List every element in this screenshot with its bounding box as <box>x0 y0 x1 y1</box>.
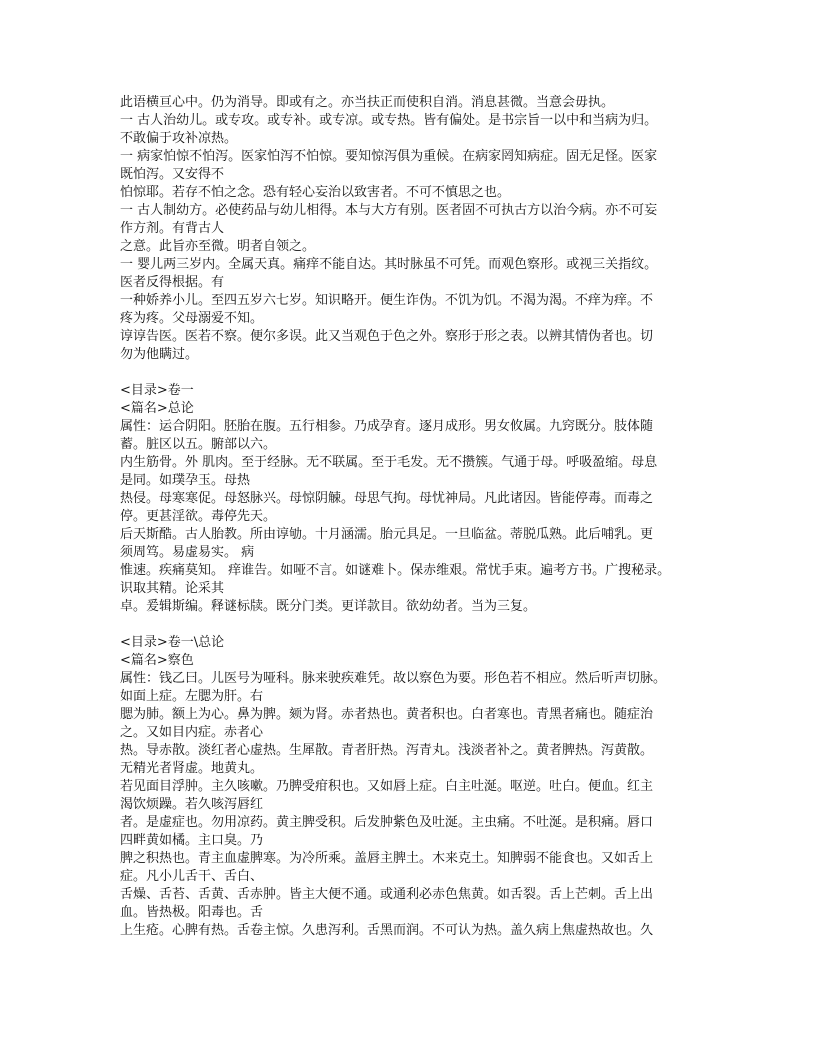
document-page <box>120 94 698 940</box>
text-line: 疼为疼。父母溺爱不知。 <box>120 311 264 326</box>
text-line: 既怕泻。又安得不 <box>120 167 225 182</box>
text-line: 热侵。母寒寒促。母怒脉兴。母惊阴觫。母思气拘。母忧神局。凡此诸因。皆能停毒。而毒之 <box>120 491 654 506</box>
text-line: 卓。爰辑斯编。释谜标牍。既分门类。更详款目。欲幼幼者。当为三复。 <box>120 599 537 614</box>
text-line: 须周笃。易虚易实。 病 <box>120 545 255 560</box>
text-line: 热。导赤散。淡红者心虚热。生犀散。青者肝热。泻青丸。浅淡者补之。黄者脾热。泻黄散。 <box>120 743 654 758</box>
text-line: 如面上症。左腮为肝。右 <box>120 689 264 704</box>
text-line: 一种娇养小儿。至四五岁六七岁。知识略开。便生诈伪。不饥为饥。不渴为渴。不痒为痒。不 <box>120 293 654 308</box>
text-line: 一 古人治幼儿。或专攻。或专补。或专凉。或专热。皆有偏处。是书宗旨一以中和当病为归。 <box>120 113 658 128</box>
text-line: 是同。如璞孕玉。母热 <box>120 473 251 488</box>
text-line: 此语横亘心中。仍为消导。即或有之。亦当扶正而使积自消。消息甚微。当意会毋执。 <box>120 95 615 110</box>
text-line: 一 古人制幼方。必使药品与幼儿相得。本与大方有别。医者固不可执古方以治今病。亦不可妄 <box>120 203 658 218</box>
text-line: 四畔黄如橘。主口臭。乃 <box>120 833 264 848</box>
text-line: 惟速。疾痛莫知。 痒谁告。如哑不言。如谜难卜。保赤维艰。常忧手束。遍考方书。广搜秘录。 <box>120 563 671 578</box>
text-line: 后天斯酷。古人胎教。所由谆劬。十月涵濡。胎元具足。一旦临盆。蒂脱瓜熟。此后哺乳。更 <box>120 527 654 542</box>
text-line: 怕惊耶。若存不怕之念。恐有轻心妄治以致害者。不可不慎思之也。 <box>120 185 511 200</box>
text-line: 属性：钱乙曰。儿医号为哑科。脉来驶疾难凭。故以察色为要。形色若不相应。然后听声切脉。 <box>120 671 667 686</box>
text-line: 内生筋骨。外 肌肉。至于经脉。无不联属。至于毛发。无不攒簇。气通于母。呼吸盈缩。母息 <box>120 455 658 470</box>
text-line: <篇名>总论 <box>120 401 194 416</box>
text-line: 不敢偏于攻补凉热。 <box>120 131 238 146</box>
text-line: 谆谆告医。医若不察。便尔多误。此又当观色于色之外。察形于形之表。以辨其情伪者也。切 <box>120 329 654 344</box>
text-line: 上生疮。心脾有热。舌卷主惊。久患泻利。舌黑而润。不可认为热。盖久病上焦虚热故也。久 <box>120 923 654 938</box>
text-line: 无精光者肾虚。地黄丸。 <box>120 761 264 776</box>
text-line: 渴饮烦躁。若久咳泻唇红 <box>120 797 264 812</box>
text-line: 舌燥、舌苔、舌黄、舌赤肿。皆主大便不通。或通利必赤色焦黄。如舌裂。舌上芒刺。舌上出 <box>120 887 654 902</box>
text-line: 停。更甚淫欲。毒停先天。 <box>120 509 277 524</box>
text-line: 蓄。脏区以五。腑部以六。 <box>120 437 277 452</box>
text-line: 腮为肺。额上为心。鼻为脾。颏为肾。赤者热也。黄者积也。白者寒也。青黑者痛也。随症治 <box>120 707 654 722</box>
section-observing-color <box>120 634 698 940</box>
text-line: 者。是虚症也。勿用凉药。黄主脾受积。后发肿紫色及吐涎。主虫痛。不吐涎。是积痛。唇口 <box>120 815 654 830</box>
section-general-discussion <box>120 382 698 616</box>
text-line: 一 婴儿两三岁内。全属天真。痛痒不能自达。其时脉虽不可凭。而观色察形。或视三关指纹。 <box>120 257 658 272</box>
text-line: 一 病家怕惊不怕泻。医家怕泻不怕惊。要知惊泻俱为重候。在病家罔知病症。固无足怪。医家 <box>120 149 658 164</box>
text-line: 属性：运合阴阳。胚胎在腹。五行相参。乃成孕育。逐月成形。男女攸属。九窍既分。肢体随 <box>120 419 654 434</box>
text-line: 血。皆热极。阳毒也。舌 <box>120 905 264 920</box>
text-line: 之意。此旨亦至微。明者自领之。 <box>120 239 316 254</box>
text-line: <目录>卷一\总论 <box>120 635 225 650</box>
text-line: 脾之积热也。青主血虚脾寒。为冷所乘。盖唇主脾土。木来克土。知脾弱不能食也。又如舌上 <box>120 851 654 866</box>
text-line: 识取其精。论采其 <box>120 581 225 596</box>
text-line: 症。凡小儿舌干、舌白、 <box>120 869 264 884</box>
text-line: 之。又如目内症。赤者心 <box>120 725 264 740</box>
text-line: 作方剂。有背古人 <box>120 221 225 236</box>
section-gap <box>120 364 698 382</box>
text-line: 勿为他瞒过。 <box>120 347 199 362</box>
text-line: 医者反得根据。有 <box>120 275 225 290</box>
section-gap <box>120 616 698 634</box>
section-intro-notes <box>120 94 698 364</box>
text-line: <篇名>察色 <box>120 653 194 668</box>
text-line: 若见面目浮肿。主久咳嗽。乃脾受疳积也。又如唇上症。白主吐涎。呕逆。吐白。便血。红主 <box>120 779 654 794</box>
text-line: <目录>卷一 <box>120 383 194 398</box>
